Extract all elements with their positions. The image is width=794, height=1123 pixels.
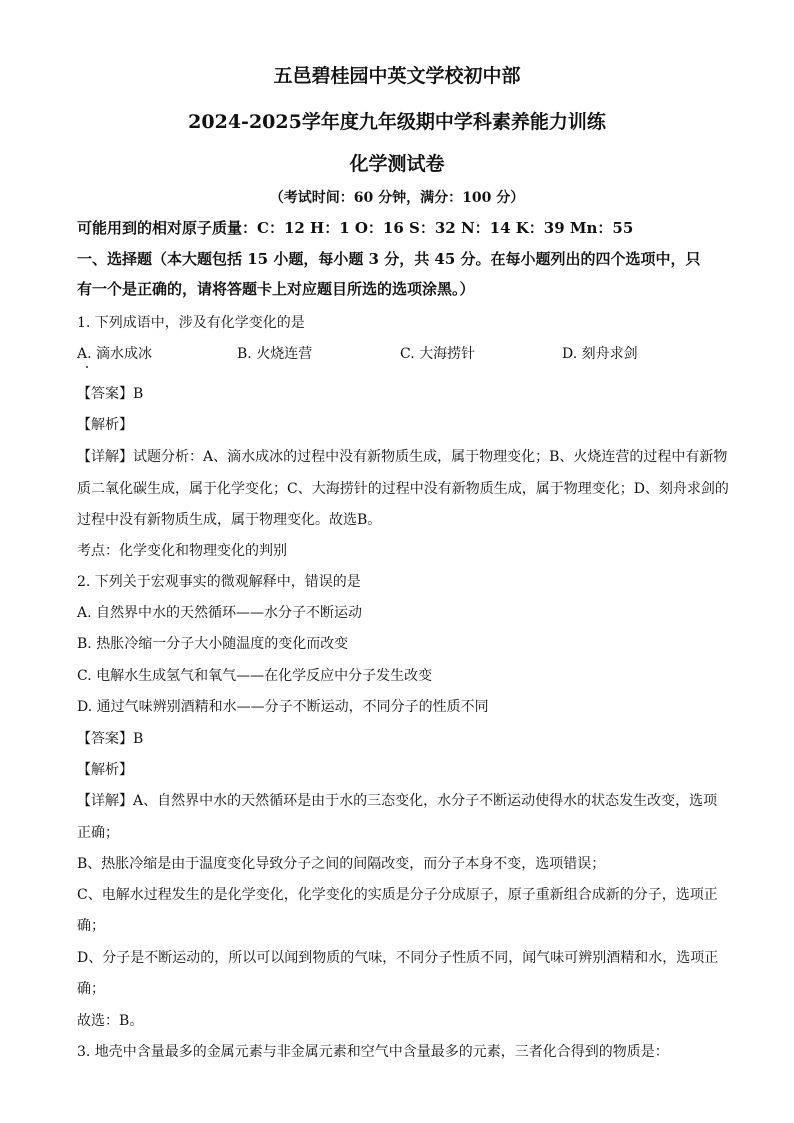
- q2-stem: 2. 下列关于宏观事实的微观解释中，错误的是: [77, 574, 361, 590]
- q1-answer: 【答案】B: [77, 386, 144, 402]
- q1-option-a: A. 滴水成冰: [77, 346, 153, 362]
- q2-option-a: A. 自然界中水的天然循环——水分子不断运动: [77, 605, 363, 621]
- q1-detail-line1: 【详解】试题分析：A、滴水成冰的过程中没有新物质生成，属于物理变化；B、火烧连营的过程中有新物: [77, 449, 728, 465]
- q1-detail-line3: 过程中没有新物质生成，属于物理变化。故选B。: [77, 512, 382, 528]
- q2-detail-line7: 确；: [77, 981, 105, 997]
- q2-detail-line5: 确；: [77, 918, 105, 934]
- q1-option-c: C. 大海捞针: [400, 346, 476, 362]
- term-title: 2024-2025学年度九年级期中学科素养能力训练: [188, 111, 606, 133]
- q2-option-b: B. 热胀冷缩一分子大小随温度的变化而改变: [77, 636, 349, 652]
- q2-option-d: D. 通过气味辨别酒精和水——分子不断运动，不同分子的性质不同: [77, 699, 489, 715]
- school-title: 五邑碧桂园中英文学校初中部: [273, 65, 521, 87]
- subject-title: 化学测试卷: [349, 153, 445, 175]
- q3-stem: 3. 地壳中含量最多的金属元素与非金属元素和空气中含量最多的元素，三者化合得到的物质是：: [77, 1044, 669, 1060]
- stray-dot: [86, 366, 88, 368]
- q2-conclusion: 故选：B。: [77, 1013, 144, 1029]
- q2-detail-line3: B、热胀冷缩是由于温度变化导致分子之间的间隔改变，而分子本身不变，选项错误；: [77, 856, 606, 872]
- q2-analysis-label: 【解析】: [77, 762, 133, 778]
- q1-stem: 1. 下列成语中，涉及有化学变化的是: [77, 315, 305, 331]
- q2-option-c: C. 电解水生成氢气和氧气——在化学反应中分子发生改变: [77, 668, 433, 684]
- section-heading-line1: 一、选择题（本大题包括 15 小题，每小题 3 分，共 45 分。在每小题列出的四个选项中，只: [77, 250, 701, 268]
- q1-option-d: D. 刻舟求剑: [562, 346, 638, 362]
- atomic-masses: 可能用到的相对原子质量：C：12 H：1 O：16 S：32 N：14 K：39 Mn：55: [77, 219, 634, 237]
- exam-info: （考试时间：60 分钟，满分：100 分）: [269, 190, 525, 206]
- q2-detail-line6: D、分子是不断运动的，所以可以闻到物质的气味，不同分子性质不同，闻气味可辨别酒精和水，选项正: [77, 950, 719, 966]
- section-heading-line2: 有一个是正确的，请将答题卡上对应题目所选的选项涂黑。）: [77, 280, 475, 298]
- q1-analysis-label: 【解析】: [77, 417, 133, 433]
- q2-detail-line4: C、电解水过程发生的是化学变化，化学变化的实质是分子分成原子，原子重新组合成新的分子，选项正: [77, 887, 718, 903]
- q2-answer: 【答案】B: [77, 731, 144, 747]
- q2-detail-line2: 正确；: [77, 825, 119, 841]
- q1-detail-line2: 质二氧化碳生成，属于化学变化；C、大海捞针的过程中没有新物质生成，属于物理变化；D、刻舟求剑的: [77, 481, 729, 497]
- q1-option-b: B. 火烧连营: [237, 346, 313, 362]
- q1-point: 考点：化学变化和物理变化的判别: [77, 543, 287, 559]
- q2-detail-line1: 【详解】A、自然界中水的天然循环是由于水的三态变化，水分子不断运动使得水的状态发生改变，选项: [77, 793, 718, 809]
